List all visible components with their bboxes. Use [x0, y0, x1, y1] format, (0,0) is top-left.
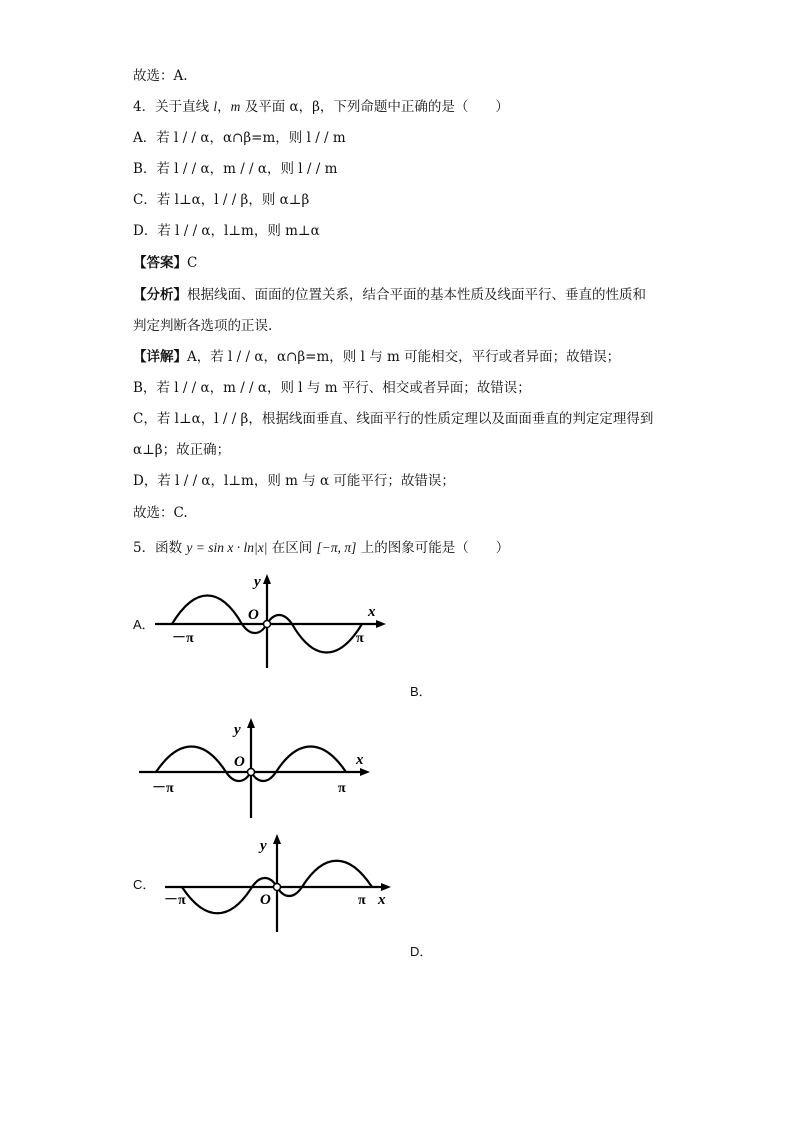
x-arrow — [360, 768, 370, 776]
x-label: x — [368, 604, 376, 620]
x-arrow — [376, 620, 386, 628]
y-label: y — [254, 574, 261, 590]
origin-label: O — [234, 754, 245, 770]
detail-line-1: 【详解】A，若 l / / α，α∩β=m，则 l 与 m 可能相交，平行或者异面；故错误； — [133, 349, 621, 365]
detail-line-5: D，若 l / / α，l⊥m，则 m 与 α 可能平行；故错误； — [133, 473, 455, 489]
analysis-line: 【分析】根据线面、面面的位置关系，结合平面的基本性质及线面平行、垂直的性质和 — [133, 287, 646, 303]
analysis-line-2: 判定判断各选项的正误. — [133, 318, 273, 334]
pi-label: π — [338, 781, 346, 796]
x-arrow — [381, 883, 391, 891]
answer-tag: 【答案】 — [133, 255, 187, 271]
graph-option-c — [160, 832, 400, 942]
option-a-label: A． — [133, 617, 155, 632]
detail-line-4: α⊥β；故正确； — [133, 442, 231, 458]
neg-pi-label: －π — [172, 631, 194, 646]
detail-line-2: B，若 l / / α，m / / α，则 l 与 m 平行、相交或者异面；故错误； — [133, 380, 531, 396]
question-4-option-d: D．若 l / / α，l⊥m，则 m⊥α — [133, 223, 320, 239]
y-arrow — [273, 834, 281, 844]
interval-formula: [−π, π] — [316, 540, 357, 555]
neg-pi-label: －π — [164, 893, 186, 908]
previous-conclusion: 故选：A. — [133, 68, 188, 84]
origin-label: O — [248, 607, 259, 623]
x-label: x — [356, 752, 364, 768]
question-4-option-a: A．若 l / / α，α∩β=m，则 l / / m — [133, 130, 346, 146]
origin-label: O — [260, 892, 271, 908]
option-c-label: C． — [133, 877, 156, 892]
question-5-stem: 5．函数 y = sin x · ln|x| 在区间 [−π, π] 上的图象可能是（ ） — [133, 540, 510, 556]
answer-value: C — [187, 255, 198, 271]
graph-option-a — [150, 572, 390, 672]
detail-tag: 【详解】 — [133, 349, 187, 365]
y-label: y — [234, 722, 241, 738]
option-b-label: B． — [410, 684, 432, 699]
analysis-tag: 【分析】 — [133, 287, 187, 303]
y-arrow — [263, 574, 271, 584]
graph-option-b — [134, 714, 384, 824]
pi-label: π — [358, 893, 366, 908]
y-arrow — [247, 718, 255, 728]
pi-label: π — [356, 631, 364, 646]
neg-pi-label: －π — [152, 781, 174, 796]
question-4-stem: 4．关于直线 l，m 及平面 α，β，下列命题中正确的是（ ） — [133, 99, 509, 115]
option-d-label: D． — [410, 944, 433, 959]
answer-line — [133, 253, 197, 273]
y-label: y — [260, 838, 267, 854]
question-4-option-c: C．若 l⊥α，l / / β，则 α⊥β — [133, 192, 310, 208]
detail-line-3: C，若 l⊥α，l / / β，根据线面垂直、线面平行的性质定理以及面面垂直的判定定理得到 — [133, 411, 654, 427]
question-4-option-b: B．若 l / / α，m / / α，则 l / / m — [133, 161, 338, 177]
x-label: x — [378, 892, 386, 908]
function-formula: y = sin x · ln|x| — [186, 540, 268, 555]
conclusion-line: 故选：C. — [133, 505, 188, 521]
